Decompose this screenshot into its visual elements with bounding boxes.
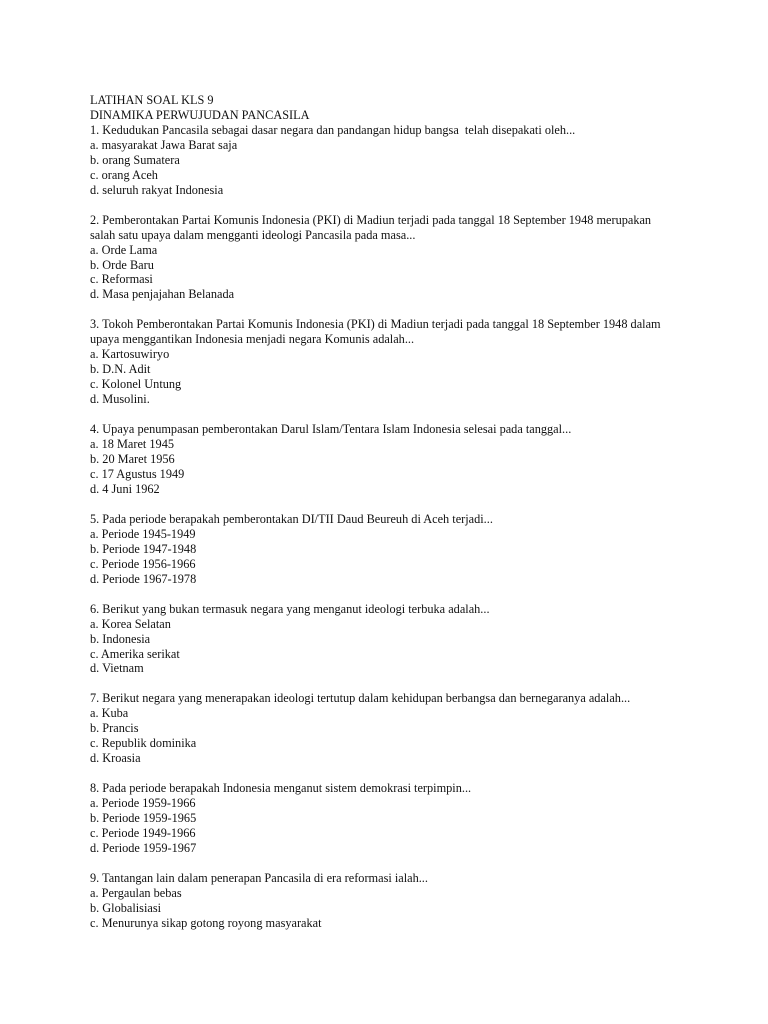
question-1 — [90, 123, 710, 198]
document-header — [90, 93, 710, 123]
question-text: 3. Tokoh Pemberontakan Partai Komunis Indonesia (PKI) di Madiun terjadi pada tanggal 18 September 1948 dalam — [90, 317, 661, 332]
answer-option: b. 20 Maret 1956 — [90, 452, 175, 467]
answer-option: c. Republik dominika — [90, 736, 197, 751]
answer-option: b. Orde Baru — [90, 257, 154, 272]
question-text: 6. Berikut yang bukan termasuk negara yang menganut ideologi terbuka adalah... — [90, 601, 490, 616]
answer-option: d. 4 Juni 1962 — [90, 481, 160, 496]
answer-option: b. Periode 1959-1965 — [90, 811, 197, 826]
question-5 — [90, 512, 710, 587]
document-title: LATIHAN SOAL KLS 9 — [90, 93, 214, 107]
answer-option: a. Periode 1959-1966 — [90, 796, 196, 811]
answer-option: a. Kartosuwiryo — [90, 347, 170, 362]
answer-option: d. Periode 1967-1978 — [90, 571, 197, 586]
question-8 — [90, 781, 710, 856]
answer-option: a. 18 Maret 1945 — [90, 437, 175, 452]
answer-option: d. Periode 1959-1967 — [90, 840, 197, 855]
answer-option: a. Kuba — [90, 706, 129, 721]
question-3 — [90, 317, 710, 407]
answer-option: c. Periode 1956-1966 — [90, 556, 196, 571]
question-text: 7. Berikut negara yang menerapakan ideologi tertutup dalam kehidupan berbangsa dan bernegaranya adalah... — [90, 691, 631, 706]
answer-option: c. orang Aceh — [90, 167, 158, 182]
question-text: 9. Tantangan lain dalam penerapan Pancasila di era reformasi ialah... — [90, 870, 428, 885]
answer-option: d. seluruh rakyat Indonesia — [90, 182, 224, 197]
answer-option: b. Periode 1947-1948 — [90, 541, 197, 556]
answer-option: a. Pergaulan bebas — [90, 885, 182, 900]
answer-option: d. Masa penjajahan Belanada — [90, 287, 235, 302]
question-text: 5. Pada periode berapakah pemberontakan DI/TII Daud Beureuh di Aceh terjadi... — [90, 511, 493, 526]
question-6 — [90, 602, 710, 677]
answer-option: d. Musolini. — [90, 392, 150, 407]
answer-option: a. masyarakat Jawa Barat saja — [90, 137, 238, 152]
answer-option: b. Indonesia — [90, 631, 151, 646]
answer-option: c. Reformasi — [90, 272, 153, 287]
answer-option: a. Orde Lama — [90, 242, 158, 257]
answer-option: a. Korea Selatan — [90, 616, 171, 631]
document-subtitle: DINAMIKA PERWUJUDAN PANCASILA — [90, 107, 310, 122]
answer-option: c. 17 Agustus 1949 — [90, 466, 185, 481]
answer-option: b. Globalisiasi — [90, 900, 162, 915]
question-text: 8. Pada periode berapakah Indonesia menganut sistem demokrasi terpimpin... — [90, 781, 472, 796]
answer-option: c. Amerika serikat — [90, 646, 180, 661]
question-2 — [90, 213, 710, 303]
question-text: upaya menggantikan Indonesia menjadi negara Komunis adalah... — [90, 332, 415, 347]
answer-option: c. Periode 1949-1966 — [90, 826, 196, 841]
answer-option: a. Periode 1945-1949 — [90, 526, 196, 541]
question-text: 2. Pemberontakan Partai Komunis Indonesia (PKI) di Madiun terjadi pada tanggal 18 September 1948 merupakan — [90, 212, 652, 227]
question-4 — [90, 422, 710, 497]
document-body — [90, 93, 710, 931]
question-7 — [90, 691, 710, 766]
question-list — [90, 123, 710, 931]
question-text: salah satu upaya dalam mengganti ideologi Pancasila pada masa... — [90, 227, 416, 242]
answer-option: b. orang Sumatera — [90, 152, 180, 167]
answer-option: d. Kroasia — [90, 751, 141, 766]
answer-option: b. D.N. Adit — [90, 362, 151, 377]
question-text: 4. Upaya penumpasan pemberontakan Darul Islam/Tentara Islam Indonesia selesai pada tanggal... — [90, 422, 572, 437]
answer-option: c. Kolonel Untung — [90, 377, 182, 392]
answer-option: c. Menurunya sikap gotong royong masyarakat — [90, 915, 322, 930]
question-9 — [90, 871, 710, 931]
answer-option: b. Prancis — [90, 721, 139, 736]
question-text: 1. Kedudukan Pancasila sebagai dasar negara dan pandangan hidup bangsa telah disepakati oleh... — [90, 122, 576, 137]
answer-option: d. Vietnam — [90, 661, 144, 676]
